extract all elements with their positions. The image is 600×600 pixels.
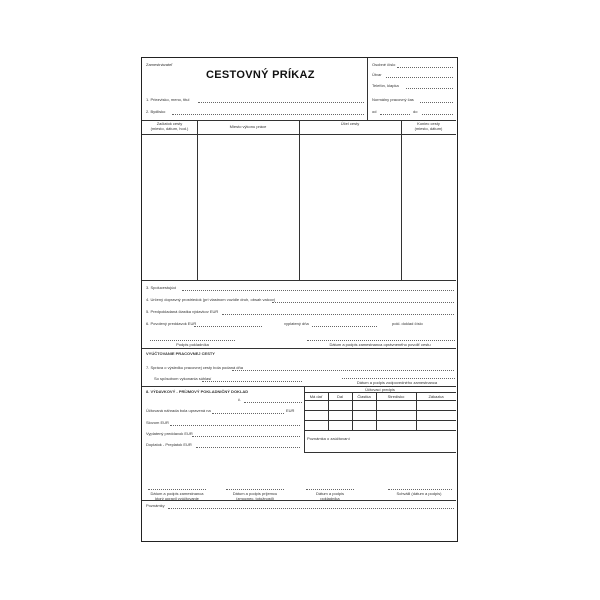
settlement-top [142, 348, 456, 349]
trip-col-div-2 [299, 120, 300, 280]
cashier-signature-label: Podpis pokladníka [176, 342, 209, 347]
accounting-col-center: Stredisko [387, 394, 405, 399]
accounting-row-3 [304, 430, 456, 431]
approved-by-signature-line[interactable] [388, 489, 452, 490]
notes-label: Poznámky [146, 503, 165, 508]
companions-line[interactable] [182, 290, 454, 291]
travel-order-form [141, 57, 458, 542]
accounting-col-div-2 [352, 392, 353, 430]
report-submitted-line[interactable] [232, 370, 454, 371]
unit-line[interactable] [386, 77, 453, 78]
expected-amount-label: 5. Predpokladaná čiastka výdavkov EUR [146, 309, 219, 314]
settlement-heading: VYÚČTOVANIE PRACOVNEJ CESTY [146, 351, 215, 356]
in-words-line[interactable] [170, 425, 300, 426]
header-divider [367, 58, 368, 120]
work-place-header: Miesto výkonu práce [229, 124, 267, 129]
personal-number-label: Osobné číslo [372, 62, 396, 67]
address-line[interactable] [172, 114, 364, 115]
adjusted-amount-line[interactable] [212, 413, 284, 414]
from-label: od [372, 109, 377, 114]
name-label: 1. Priezvisko, meno, titul [146, 97, 190, 102]
to-label: do [413, 109, 418, 114]
personal-number-line[interactable] [397, 67, 453, 68]
cashier-final-signature-label-1: Dátum a podpis [315, 491, 344, 496]
doklad-number-label: č. [238, 397, 242, 402]
paid-advance-label: Vyplatený preddavok EUR [146, 431, 193, 436]
companions-label: 3. Spolucestujúci [146, 285, 177, 290]
form-title: CESTOVNÝ PRÍKAZ [206, 69, 315, 81]
unit-label: Útvar [372, 72, 382, 77]
accounting-col-div-1 [328, 392, 329, 430]
accounting-col-div-4 [416, 392, 417, 430]
expected-amount-line[interactable] [222, 314, 454, 315]
advance-line[interactable] [194, 326, 262, 327]
trip-col-div-3 [401, 120, 402, 280]
to-line[interactable] [422, 114, 453, 115]
name-line[interactable] [198, 102, 364, 103]
approved-label: So spôsobom vykonania súhlasí [154, 376, 212, 381]
accounting-bottom [304, 452, 456, 453]
trip-table-bottom [142, 280, 456, 281]
approved-by-signature-label: Schválil (dátum a podpis) [396, 491, 442, 496]
recipient-signature-line[interactable] [226, 489, 284, 490]
paid-on-label: vyplatený dňa [284, 321, 309, 326]
adjuster-signature-label-2: ktorý upravil vyúčtovanie [155, 496, 199, 501]
in-words-label: Slovom EUR [146, 420, 169, 425]
recipient-signature-label-1: Dátum a podpis príjemcu [232, 491, 278, 496]
address-label: 2. Bydlisko [146, 109, 166, 114]
purpose-header: Účel cesty [340, 121, 360, 126]
accounting-row-1 [304, 410, 456, 411]
approver-signature-line[interactable] [307, 340, 455, 341]
trip-table-header-bottom [142, 134, 456, 135]
doklad-number-line[interactable] [244, 402, 302, 403]
paid-advance-line[interactable] [192, 436, 300, 437]
accounting-heading: Účtovací predpis [365, 387, 395, 392]
adjuster-signature-label-1: Dátum a podpis zamestnanca [150, 491, 204, 496]
trip-end-header-1: Koniec cesty [417, 121, 440, 126]
adjuster-signature-line[interactable] [148, 489, 206, 490]
from-line[interactable] [380, 114, 410, 115]
trip-end-header-2: (miesto, dátum) [414, 126, 443, 131]
accounting-header-bottom [304, 400, 456, 401]
work-time-label: Normálny pracovný čas [372, 97, 414, 102]
balance-label: Doplatok - Preplatok EUR [146, 442, 192, 447]
phone-line[interactable] [406, 88, 453, 89]
accounting-note-label: Poznámka o zaúčtovaní [307, 436, 350, 441]
accounting-row-2 [304, 420, 456, 421]
accounting-col-div-3 [376, 392, 377, 430]
transport-line[interactable] [272, 302, 454, 303]
cashier-final-signature-line[interactable] [306, 489, 354, 490]
work-time-line[interactable] [420, 102, 453, 103]
employer-label: Zamestnávateľ [146, 62, 173, 67]
trip-start-header-2: (miesto, dátum, hod.) [150, 126, 189, 131]
cashier-signature-line[interactable] [150, 340, 235, 341]
cash-doc-label: pokl. doklad číslo [392, 321, 423, 326]
accounting-col-debit: Má dať [309, 394, 323, 399]
footer-divider [142, 500, 456, 501]
report-submitted-label: 7. Správa o výsledku pracovnej cesty bola podaná dňa [146, 365, 243, 370]
paid-on-line[interactable] [312, 326, 377, 327]
approved-line[interactable] [202, 381, 302, 382]
notes-line[interactable] [168, 508, 454, 509]
trip-start-header-1: Začiatok cesty [156, 121, 183, 126]
doklad-heading: 8. VÝDAVKOVÝ - PRÍJMOVÝ POKLADNIČNÝ DOKLAD [146, 389, 249, 394]
accounting-col-order: Zákazka [428, 394, 444, 399]
accounting-col-credit: Dal [336, 394, 343, 399]
adjusted-amount-label: Účtovaná náhrada bola upravená na [146, 408, 211, 413]
accounting-col-amount: Čiastka [357, 394, 371, 399]
recipient-signature-label-2: (zmocnec. totožnosti) [235, 496, 274, 501]
balance-line[interactable] [196, 447, 300, 448]
accounting-heading-bottom [304, 392, 456, 393]
trip-col-div-1 [197, 120, 198, 280]
approver-signature-label: Dátum a podpis zamestnanca oprávneného povoliť cestu [329, 342, 431, 347]
phone-label: Telefón, klapka [372, 83, 399, 88]
advance-label: 6. Povolený preddavok EUR [146, 321, 197, 326]
adjusted-amount-unit: EUR [286, 408, 295, 413]
responsible-signature-line[interactable] [342, 378, 455, 379]
responsible-signature-label: Dátum a podpis zodpovedného zamestnanca [356, 380, 438, 385]
cashier-final-signature-label-2: pokladníka [320, 496, 340, 501]
transport-label: 4. Určený dopravný prostriedok (pri vlastnom vozidle druh, obsah valcov) [146, 297, 276, 302]
